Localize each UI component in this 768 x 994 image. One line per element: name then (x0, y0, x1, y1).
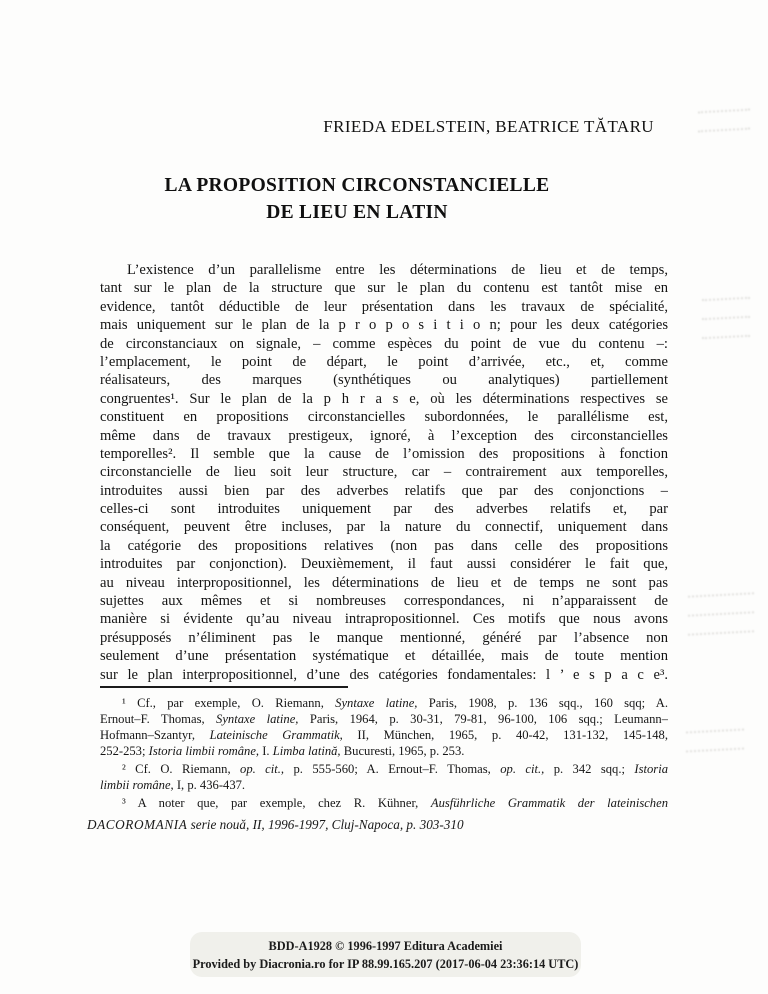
text-segment: II, München, 1965, p. 40-42, 131-132, 145-148, (342, 728, 668, 742)
text-segment: Limba latină, (272, 744, 341, 758)
margin-annotation (686, 730, 744, 751)
pencil-mark (688, 592, 754, 597)
pencil-mark (688, 630, 754, 635)
text-segment: ² Cf. O. Riemann, (122, 762, 241, 776)
pencil-mark (688, 611, 754, 616)
body-line: conséquent, peuvent être incluses, par la nature du connectif, uniquement dans (100, 519, 668, 536)
body-line: celles-ci sont introduites uniquement par des adverbes relatifs et, par (100, 501, 668, 518)
body-line: sujettes aux mêmes et si nombreuses correspondances, ni n’apparaissent de (100, 593, 668, 610)
title-line-2: DE LIEU EN LATIN (266, 202, 448, 223)
title-line-1: LA PROPOSITION CIRCONSTANCIELLE (164, 175, 550, 196)
pencil-mark (686, 728, 744, 733)
pencil-mark (698, 109, 750, 114)
body-line: introduites aussi bien par des adverbes relatifs que par des conjonctions – (100, 482, 668, 499)
pencil-mark (686, 747, 744, 752)
margin-annotation (688, 594, 754, 634)
text-segment: I. (259, 744, 273, 758)
text-segment: Ernout–F. Thomas, (100, 712, 217, 726)
text-segment: p. 555-560; A. Ernout–F. Thomas, (284, 762, 501, 776)
text-segment: Ausführliche Grammatik der lateinischen (430, 796, 668, 810)
text-segment: Syntaxe latine, (335, 696, 418, 710)
pencil-mark (702, 335, 750, 340)
pencil-mark (702, 316, 750, 321)
body-line: temporelles². Il semble que la cause de l’omission des propositions à fonction (100, 445, 668, 462)
body-line: L’existence d’un parallelisme entre les déterminations de lieu et de temps, (127, 262, 668, 278)
footnote-line (100, 711, 668, 727)
margin-annotation (698, 110, 750, 131)
body-line: manière si évidente qu’au niveau intrapropositionnel. Ces motifs que nous avons (100, 611, 668, 628)
text-segment: 252-253; (100, 744, 149, 758)
authors-line: FRIEDA EDELSTEIN, BEATRICE TĂTARU (323, 117, 654, 136)
access-footer-box (190, 932, 581, 977)
body-paragraph (100, 261, 668, 684)
body-line: même dans de travaux prestigeux, ignoré, à l’exception des circonstancielles (100, 427, 668, 444)
body-line: tant sur le plan de la structure que sur le plan du contenu est tantôt mise en (100, 280, 668, 297)
footnote-line (100, 727, 668, 743)
footnote-line (100, 743, 668, 759)
body-line: au niveau interpropositionnel, les déterminations de lieu et de temps ne sont pas (100, 574, 668, 591)
journal-reference (87, 816, 665, 833)
text-segment: ¹ Cf., par exemple, O. Riemann, (122, 696, 336, 710)
body-line: introduites par conjonction). Deuxièmement, il faut aussi considérer le fait que, (100, 556, 668, 573)
text-segment: p. 342 sqq.; (544, 762, 635, 776)
text-segment: op. cit., (500, 762, 545, 776)
body-line: présupposés n’éliminent pas le manque mentionné, généré par l’absence non (100, 629, 668, 646)
footnotes-section (100, 695, 668, 811)
footnote-line (100, 795, 668, 811)
text-segment: DACOROMANIA (87, 817, 188, 832)
body-line: l’emplacement, le point de départ, le point d’arrivée, etc., et, comme (100, 353, 668, 370)
body-line: constituent en propositions circonstancielles subordonnées, le parallélisme est, (100, 409, 668, 426)
article-title (100, 172, 614, 226)
body-line: evidence, tantôt déductible de leur présentation dans les travaux de spécialité, (100, 298, 668, 315)
footer-line-1: BDD-A1928 © 1996-1997 Editura Academiei (268, 938, 503, 953)
text-segment: Istoria limbii române, (148, 744, 260, 758)
text-segment: I, p. 436-437. (173, 778, 246, 792)
text-segment: serie nouă, II, 1996-1997, Cluj-Napoca, p. 303-310 (187, 817, 464, 832)
body-line: de circonstanciaux on signale, – comme espèces du point de vue du contenu –: (100, 335, 668, 352)
text-segment: Paris, 1908, p. 136 sqq., 160 sqq; A. (417, 696, 668, 710)
margin-annotation (702, 298, 750, 338)
footnote-line (100, 761, 668, 777)
body-line: mais uniquement sur le plan de la p r o p o s i t i o n; pour les deux catégories (100, 317, 668, 334)
body-line: la catégorie des propositions relatives (non pas dans celle des propositions (100, 537, 668, 554)
footer-line-2: Provided by Diacronia.ro for IP 88.99.165.207 (2017-06-04 23:36:14 UTC) (192, 956, 579, 971)
pencil-mark (702, 297, 750, 302)
text-segment: Lateinische Grammatik, (209, 728, 343, 742)
footnote-line (100, 695, 668, 711)
text-segment: limbii române, (100, 778, 174, 792)
body-line: congruentes¹. Sur le plan de la p h r a s e, où les déterminations respectives se (100, 390, 668, 407)
pencil-mark (698, 128, 750, 133)
footnote-separator (100, 686, 348, 688)
text-segment: Hofmann–Szantyr, (100, 728, 210, 742)
text-segment: Istoria (634, 762, 668, 776)
text-segment: ³ A noter que, par exemple, chez R. Kühner, (122, 796, 431, 810)
body-line: circonstancielle de lieu soit leur structure, car – contrairement aux temporelles, (100, 464, 668, 481)
body-line: seulement d’une présentation systématique et détaillée, mais de toute mention (100, 648, 668, 665)
text-segment: Syntaxe latine, (216, 712, 299, 726)
text-segment: Paris, 1964, p. 30-31, 79-81, 96-100, 106 sqq.; Leumann– (298, 712, 668, 726)
text-segment: Bucuresti, 1965, p. 253. (340, 744, 465, 758)
body-line: réalisateurs, des marques (synthétiques ou analytiques) partiellement (100, 372, 668, 389)
text-segment: op. cit., (240, 762, 285, 776)
body-line: sur le plan interpropositionnel, d’une des catégories fondamentales: l ’ e s p a c e³. (100, 666, 668, 683)
footnote-line (100, 777, 668, 793)
journal-line (87, 816, 665, 833)
